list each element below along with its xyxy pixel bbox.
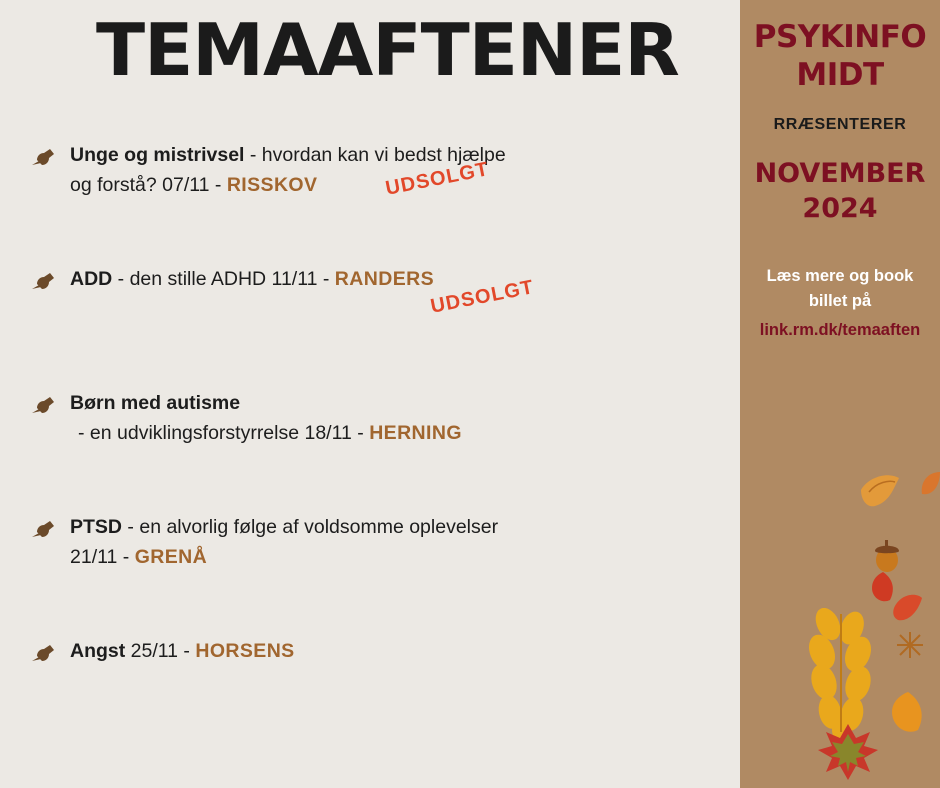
brand-name	[740, 18, 940, 94]
presents-label: RRÆSENTERER	[773, 116, 907, 133]
event-line-1	[70, 140, 730, 170]
brand-line-2: MIDT	[796, 57, 884, 93]
list-item[interactable]	[0, 264, 740, 334]
event-line-1	[70, 388, 730, 418]
maple-leaf-icon	[816, 720, 880, 788]
leaf-icon	[888, 690, 928, 739]
list-item[interactable]	[0, 636, 740, 706]
list-item[interactable]	[0, 388, 740, 458]
pushpin-icon	[28, 144, 58, 174]
star-leaf-icon	[895, 630, 925, 665]
leaf-icon	[918, 470, 940, 505]
event-line-1	[70, 512, 730, 542]
year-label: 2024	[802, 193, 878, 224]
event-title: Angst	[70, 640, 126, 662]
booking-link[interactable]: link.rm.dk/temaaften	[759, 321, 921, 339]
event-detail: - den stille ADHD 11/11 -	[112, 268, 335, 290]
event-title: ADD	[70, 268, 113, 290]
event-line-2	[70, 542, 730, 572]
month-year	[740, 156, 940, 226]
event-city: RISSKOV	[226, 174, 318, 196]
event-city: HORSENS	[195, 640, 295, 662]
status-badge: UDSOLGT	[383, 158, 491, 200]
pushpin-icon	[28, 640, 58, 670]
event-detail: - hvordan kan vi bedst hjælpe	[244, 144, 506, 166]
poster-sidebar	[740, 0, 940, 788]
event-detail-2: og forstå? 07/11 -	[70, 174, 227, 196]
event-line-1	[70, 636, 730, 666]
list-item[interactable]	[0, 512, 740, 582]
event-line-2	[70, 418, 730, 448]
event-title: PTSD	[70, 516, 123, 538]
pushpin-icon	[28, 392, 58, 422]
leaf-icon	[892, 590, 924, 629]
booking-line-1: Læs mere og book	[766, 267, 914, 285]
pushpin-icon	[28, 516, 58, 546]
event-detail-2: 21/11 -	[70, 546, 135, 568]
event-city: GRENÅ	[134, 546, 208, 568]
event-title: Børn med autisme	[70, 392, 241, 414]
booking-info	[740, 264, 940, 343]
event-city: RANDERS	[334, 268, 435, 290]
event-detail-2: - en udviklingsforstyrrelse 18/11 -	[78, 422, 370, 444]
leaf-icon	[855, 468, 903, 517]
event-detail: - en alvorlig følge af voldsomme oplevelser	[122, 516, 499, 538]
booking-line-2: billet på	[808, 292, 872, 310]
status-badge: UDSOLGT	[428, 276, 536, 318]
page-title: TEMAAFTENER	[96, 8, 679, 92]
event-title: Unge og mistrivsel	[70, 144, 245, 166]
brand-line-1: PSYKINFO	[753, 19, 927, 55]
month-label: NOVEMBER	[754, 158, 926, 189]
event-line-1	[70, 264, 730, 294]
event-city: HERNING	[369, 422, 462, 444]
event-detail: 25/11 -	[125, 640, 196, 662]
event-list	[0, 140, 740, 760]
list-item[interactable]	[0, 140, 740, 210]
pushpin-icon	[28, 268, 58, 298]
